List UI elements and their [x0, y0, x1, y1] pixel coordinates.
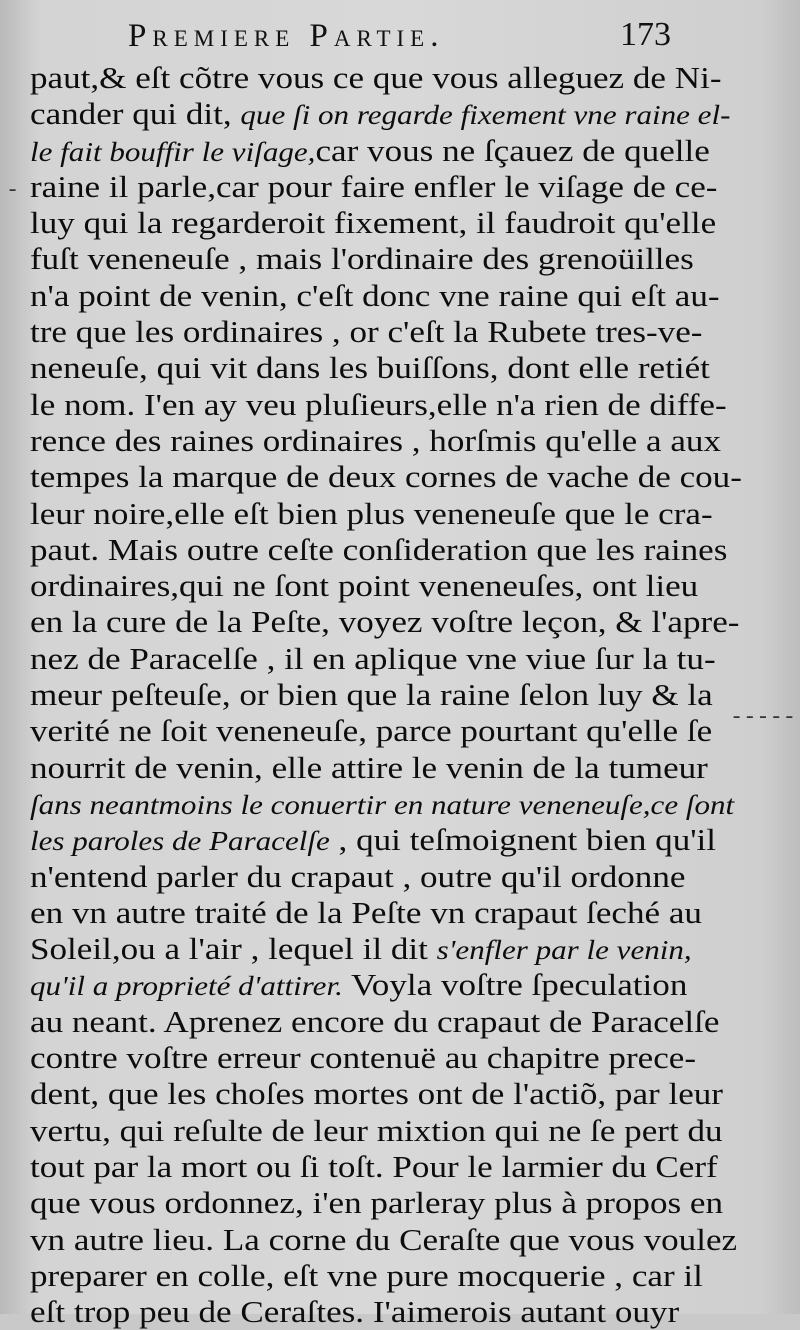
- text-segment: eſt trop peu de Ceraſtes. I'aimerois autant ouyr: [30, 1295, 680, 1330]
- text-segment: en vn autre traité de la Peſte vn crapaut ſeché au: [30, 895, 702, 930]
- text-line: [30, 677, 782, 713]
- text-segment: paut,& eſt cõtre vous ce que vous alleguez de Ni-: [30, 61, 722, 95]
- text-line: [30, 1294, 782, 1330]
- text-segment: rence des raines ordinaires , horſmis qu'elle a aux: [30, 423, 722, 458]
- text-segment: Voyla voſtre ſpeculation: [342, 968, 688, 1003]
- text-segment: n'entend parler du crapaut , outre qu'il ordonne: [30, 859, 686, 894]
- italic-segment: qu'il a proprieté d'attirer.: [30, 971, 343, 1002]
- text-line: [30, 532, 782, 568]
- text-line: [30, 241, 782, 277]
- text-line: [30, 1185, 782, 1221]
- text-line: [30, 713, 782, 749]
- text-segment: tout par la mort ou ſi toſt. Pour le larmier du Cerf: [30, 1149, 718, 1184]
- text-segment: tre que les ordinaires , or c'eſt la Rubete tres-ve-: [30, 315, 703, 350]
- text-segment: car vous ne ſçauez de quelle: [315, 133, 710, 168]
- text-line: [30, 1222, 782, 1258]
- text-segment: cander qui dit,: [30, 97, 241, 132]
- text-line: [30, 641, 782, 677]
- text-segment: n'a point de venin, c'eſt donc vne raine qui eſt au-: [30, 278, 720, 313]
- text-line: [30, 604, 782, 640]
- text-segment: , qui teſmoignent bien qu'il: [329, 823, 717, 858]
- text-segment: tempes la marque de deux cornes de vache de cou-: [30, 460, 742, 495]
- text-line: [30, 314, 782, 350]
- text-line: [30, 350, 782, 386]
- text-line: [30, 786, 782, 822]
- text-line: [30, 750, 782, 786]
- text-line: [30, 205, 782, 241]
- text-line: [30, 859, 782, 895]
- italic-segment: le fait bouffir le viſage,: [30, 136, 316, 167]
- text-line: [30, 1076, 782, 1112]
- text-segment: fuſt veneneuſe , mais l'ordinaire des grenoüilles: [30, 242, 694, 277]
- text-line: [30, 931, 782, 967]
- text-segment: au neant. Aprenez encore du crapaut de Paracelſe: [30, 1004, 720, 1039]
- margin-mark: -----: [730, 705, 797, 730]
- italic-segment: que ſi on regarde fixement vne raine el-: [240, 100, 731, 131]
- text-segment: Soleil,ou a l'air , lequel il dit: [30, 932, 437, 967]
- text-line: [30, 96, 782, 132]
- text-line: [30, 1004, 782, 1040]
- text-segment: vertu, qui reſulte de leur mixtion qui ne ſe pert du: [30, 1113, 723, 1148]
- text-line: [30, 423, 782, 459]
- text-line: [30, 1149, 782, 1185]
- page-number: 173: [620, 16, 671, 53]
- text-segment: luy qui la regarderoit fixement, il faudroit qu'elle: [30, 206, 717, 241]
- text-line: [30, 568, 782, 604]
- text-line: [30, 133, 782, 169]
- text-line: [30, 278, 782, 314]
- text-segment: le nom. I'en ay veu pluſieurs,elle n'a rien de diffe-: [30, 387, 727, 422]
- text-segment: vn autre lieu. La corne du Ceraſte que vous voulez: [30, 1222, 738, 1257]
- text-line: [30, 1040, 782, 1076]
- text-segment: verité ne ſoit veneneuſe, parce pourtant qu'elle ſe: [30, 714, 713, 749]
- body-text: [30, 60, 782, 1330]
- page-header: [0, 16, 800, 60]
- text-segment: leur noire,elle eſt bien plus veneneuſe que le cra-: [30, 496, 713, 531]
- text-line: [30, 1258, 782, 1294]
- text-segment: nourrit de venin, elle attire le venin de la tumeur: [30, 750, 708, 785]
- text-line: [30, 459, 782, 495]
- text-segment: paut. Mais outre ceſte conſideration que les raines: [30, 532, 728, 567]
- margin-mark: -: [6, 178, 20, 203]
- italic-segment: ſans neantmoins le conuertir en nature veneneuſe,ce ſont: [30, 789, 735, 820]
- text-segment: dent, que les choſes mortes ont de l'actiõ, par leur: [30, 1077, 724, 1112]
- italic-segment: les paroles de Paracelſe: [30, 826, 330, 857]
- text-line: [30, 169, 782, 205]
- text-segment: nez de Paracelſe , il en aplique vne viue ſur la tu-: [30, 641, 716, 676]
- text-segment: preparer en colle, eſt vne pure mocquerie , car il: [30, 1258, 703, 1293]
- text-segment: ordinaires,qui ne ſont point veneneuſes, ont lieu: [30, 569, 699, 604]
- text-line: [30, 822, 782, 858]
- running-title: Premiere Partie.: [128, 18, 445, 54]
- text-segment: contre voſtre erreur contenuë au chapitre prece-: [30, 1041, 697, 1076]
- text-segment: raine il parle,car pour faire enfler le viſage de ce-: [30, 169, 718, 204]
- text-segment: que vous ordonnez, i'en parleray plus à propos en: [30, 1186, 724, 1221]
- text-segment: en la cure de la Peſte, voyez voſtre leçon, & l'apre-: [30, 605, 740, 640]
- text-segment: meur peſteuſe, or bien que la raine ſelon luy & la: [30, 678, 713, 713]
- text-line: [30, 496, 782, 532]
- text-line: [30, 967, 782, 1003]
- text-line: [30, 387, 782, 423]
- text-segment: neneuſe, qui vit dans les buiſſons, dont elle retiét: [30, 351, 710, 386]
- text-line: [30, 1113, 782, 1149]
- text-line: [30, 895, 782, 931]
- text-line: [30, 60, 782, 96]
- italic-segment: s'enfler par le venin,: [436, 935, 692, 966]
